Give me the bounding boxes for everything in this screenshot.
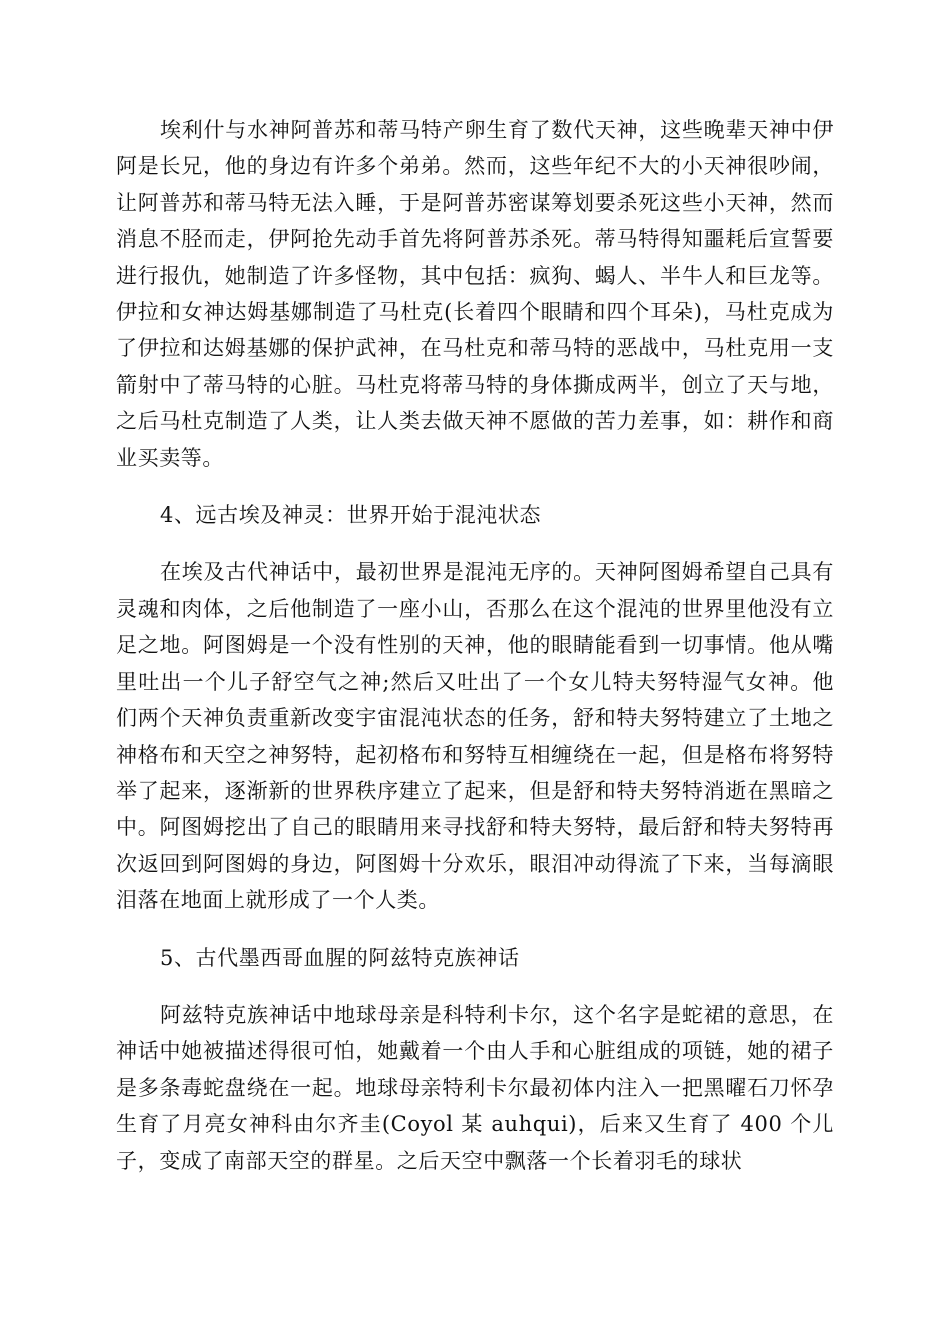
section-heading-aztec: 5、古代墨西哥血腥的阿兹特克族神话 xyxy=(160,945,520,970)
paragraph-aztec-myth: 阿兹特克族神话中地球母亲是科特利卡尔，这个名字是蛇裙的意思，在神话中她被描述得很可怕，她戴着一个由人手和心脏组成的项链，她的裙子是多条毒蛇盘绕在一起。地球母亲特利卡尔最初体内注入一把黑曜石刀怀孕生育了月亮女神科由尔齐圭(Coyol 某 auhqui)，后来又生育了 400 个儿子，变成了南部天空的群星。之后天空中飘落一个长着羽毛的球状 xyxy=(116,1002,834,1173)
section-heading-egypt: 4、远古埃及神灵：世界开始于混沌状态 xyxy=(160,503,542,528)
document-body xyxy=(116,112,834,1179)
paragraph-babylonian-myth: 埃利什与水神阿普苏和蒂马特产卵生育了数代天神，这些晚辈天神中伊阿是长兄，他的身边有许多个弟弟。然而，这些年纪不大的小天神很吵闹，让阿普苏和蒂马特无法入睡，于是阿普苏密谋筹划要杀死这些小天神，然而消息不胫而走，伊阿抢先动手首先将阿普苏杀死。蒂马特得知噩耗后宣誓要进行报仇，她制造了许多怪物，其中包括：疯狗、蝎人、半牛人和巨龙等。伊拉和女神达姆基娜制造了马杜克(长着四个眼睛和四个耳朵)，马杜克成为了伊拉和达姆基娜的保护武神，在马杜克和蒂马特的恶战中，马杜克用一支箭射中了蒂马特的心脏。马杜克将蒂马特的身体撕成两半，创立了天与地，之后马杜克制造了人类，让人类去做天神不愿做的苦力差事，如：耕作和商业买卖等。 xyxy=(116,118,834,470)
paragraph-egyptian-myth: 在埃及古代神话中，最初世界是混沌无序的。天神阿图姆希望自己具有灵魂和肉体，之后他制造了一座小山，否那么在这个混沌的世界里他没有立足之地。阿图姆是一个没有性别的天神，他的眼睛能看到一切事情。他从嘴里吐出一个儿子舒空气之神;然后又吐出了一个女儿特夫努特湿气女神。他们两个天神负责重新改变宇宙混沌状态的任务，舒和特夫努特建立了土地之神格布和天空之神努特，起初格布和努特互相缠绕在一起，但是格布将努特举了起来，逐渐新的世界秩序建立了起来，但是舒和特夫努特消逝在黑暗之中。阿图姆挖出了自己的眼睛用来寻找舒和特夫努特，最后舒和特夫努特再次返回到阿图姆的身边，阿图姆十分欢乐，眼泪冲动得流了下来，当每滴眼泪落在地面上就形成了一个人类。 xyxy=(116,560,834,913)
